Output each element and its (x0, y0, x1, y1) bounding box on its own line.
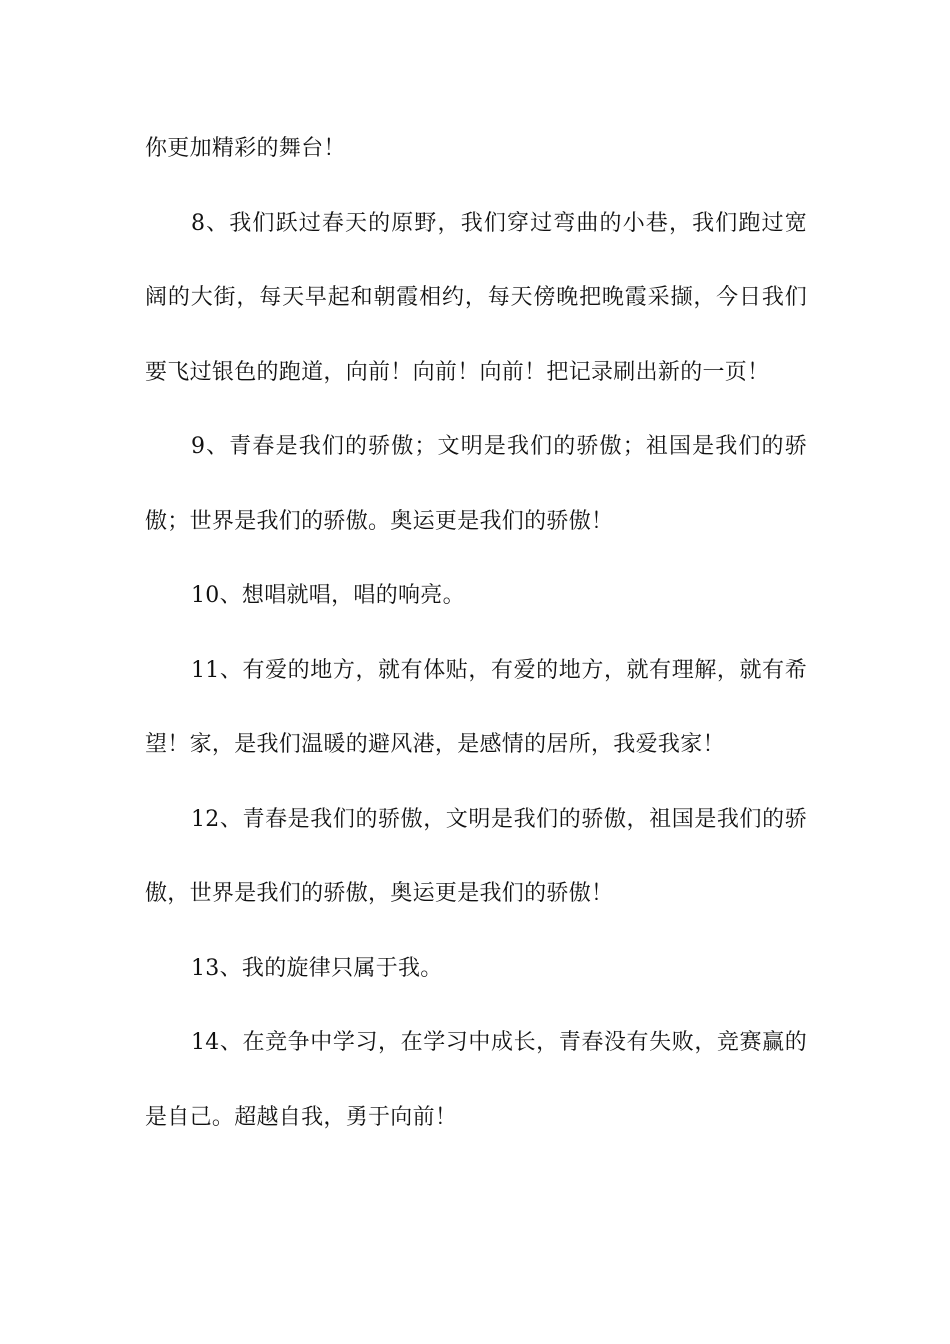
paragraph-item-13: 13、我的旋律只属于我。 (191, 955, 443, 981)
paragraph-item-8: 8、我们跃过春天的原野，我们穿过弯曲的小巷，我们跑过宽阔的大街，每天早起和朝霞相约，每天傍晚把晚霞采撷，今日我们要飞过银色的跑道，向前！向前！向前！把记录刷出新的一页！ (145, 210, 807, 385)
paragraph-item-11: 11、有爱的地方，就有体贴，有爱的地方，就有理解，就有希望！家，是我们温暖的避风港，是感情的居所，我爱我家！ (145, 657, 807, 757)
paragraph-item-14: 14、在竞争中学习，在学习中成长，青春没有失败，竞赛赢的是自己。超越自我，勇于向前！ (145, 1030, 807, 1130)
paragraph-continuation: 你更加精彩的舞台！ (145, 136, 346, 161)
document-page (145, 112, 807, 1155)
paragraph-item-9: 9、青春是我们的骄傲；文明是我们的骄傲；祖国是我们的骄傲；世界是我们的骄傲。奥运更是我们的骄傲！ (145, 434, 807, 534)
paragraph-item-10: 10、想唱就唱，唱的响亮。 (191, 583, 465, 608)
paragraph-item-12: 12、青春是我们的骄傲，文明是我们的骄傲，祖国是我们的骄傲，世界是我们的骄傲，奥运更是我们的骄傲！ (145, 806, 807, 906)
